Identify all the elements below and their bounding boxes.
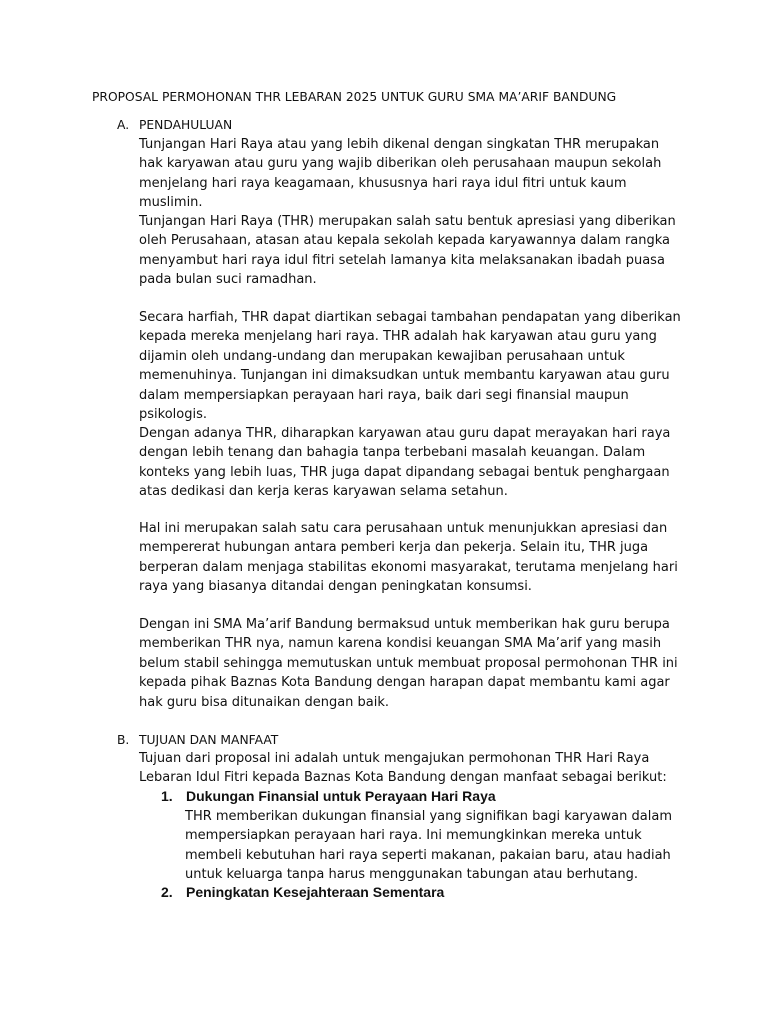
list-item-2-title: Peningkatan Kesejahteraan Sementara [186,884,445,900]
section-b-heading [117,732,278,749]
section-a-paragraph-5: Hal ini merupakan salah satu cara perusahaan untuk menunjukkan apresiasi dan mempererat hubungan antara pemberi kerja dan pekerja. Selain itu, THR juga berperan dalam menjaga stabilitas ekonomi masyarakat, terutama menjelang hari raya yang biasanya ditandai dengan peningkatan konsumsi. [139,521,678,595]
section-a-paragraph-4: Dengan adanya THR, diharapkan karyawan atau guru dapat merayakan hari raya dengan lebih tenang dan bahagia tanpa terbebani masalah keuangan. Dalam konteks yang lebih luas, THR juga dapat dipandang sebagai bentuk penghargaan atas dedikasi dan kerja keras karyawan selama setahun. [139,426,671,500]
section-a-heading [117,117,232,134]
section-a-paragraph-3: Secara harfiah, THR dapat diartikan sebagai tambahan pendapatan yang diberikan kepada mereka menjelang hari raya. THR adalah hak karyawan atau guru yang dijamin oleh undang-undang dan merupakan kewajiban perusahaan untuk memenuhinya. Tunjangan ini dimaksudkan untuk membantu karyawan atau guru dalam mempersiapkan perayaan hari raya, baik dari segi finansial maupun psikologis. [139,310,681,423]
list-item-1-text: THR memberikan dukungan finansial yang signifikan bagi karyawan dalam mempersiapkan perayaan hari raya. Ini memungkinkan mereka untuk membeli kebutuhan hari raya seperti makanan, pakaian baru, atau hadiah untuk keluarga tanpa harus menggunakan tabungan atau berhutang. [185,809,672,883]
section-b-intro: Tujuan dari proposal ini adalah untuk mengajukan permohonan THR Hari Raya Lebaran Idul Fitri kepada Baznas Kota Bandung dengan manfaat sebagai berikut: [139,751,667,786]
list-item-1-number: 1. [161,788,173,804]
section-a-paragraph-1: Tunjangan Hari Raya atau yang lebih dikenal dengan singkatan THR merupakan hak karyawan atau guru yang wajib diberikan oleh perusahaan maupun sekolah menjelang hari raya keagamaan, khususnya hari raya idul fitri untuk kaum muslimin. [139,137,662,211]
section-a-paragraph-2: Tunjangan Hari Raya (THR) merupakan salah satu bentuk apresiasi yang diberikan oleh Perusahaan, atasan atau kepala sekolah kepada karyawannya dalam rangka menyambut hari raya idul fitri setelah lamanya kita melaksanakan ibadah puasa pada bulan suci ramadhan. [139,214,676,288]
list-item-2-number: 2. [161,884,173,900]
section-a-letter: A. [117,118,130,132]
list-item-2-heading [161,883,444,902]
section-b-letter: B. [117,733,130,747]
document-title: PROPOSAL PERMOHONAN THR LEBARAN 2025 UNTUK GURU SMA MA’ARIF BANDUNG [92,90,617,104]
section-a-title: PENDAHULUAN [139,118,233,132]
list-item-1-heading [161,787,496,806]
section-a-paragraph-6: Dengan ini SMA Ma’arif Bandung bermaksud untuk memberikan hak guru berupa memberikan THR nya, namun karena kondisi keuangan SMA Ma’arif yang masih belum stabil sehingga memutuskan untuk membuat proposal permohonan THR ini kepada pihak Baznas Kota Bandung dengan harapan dapat membantu kami agar hak guru bisa ditunaikan dengan baik. [139,617,678,710]
list-item-1-title: Dukungan Finansial untuk Perayaan Hari Raya [186,788,496,804]
section-b-title: TUJUAN DAN MANFAAT [139,733,279,747]
